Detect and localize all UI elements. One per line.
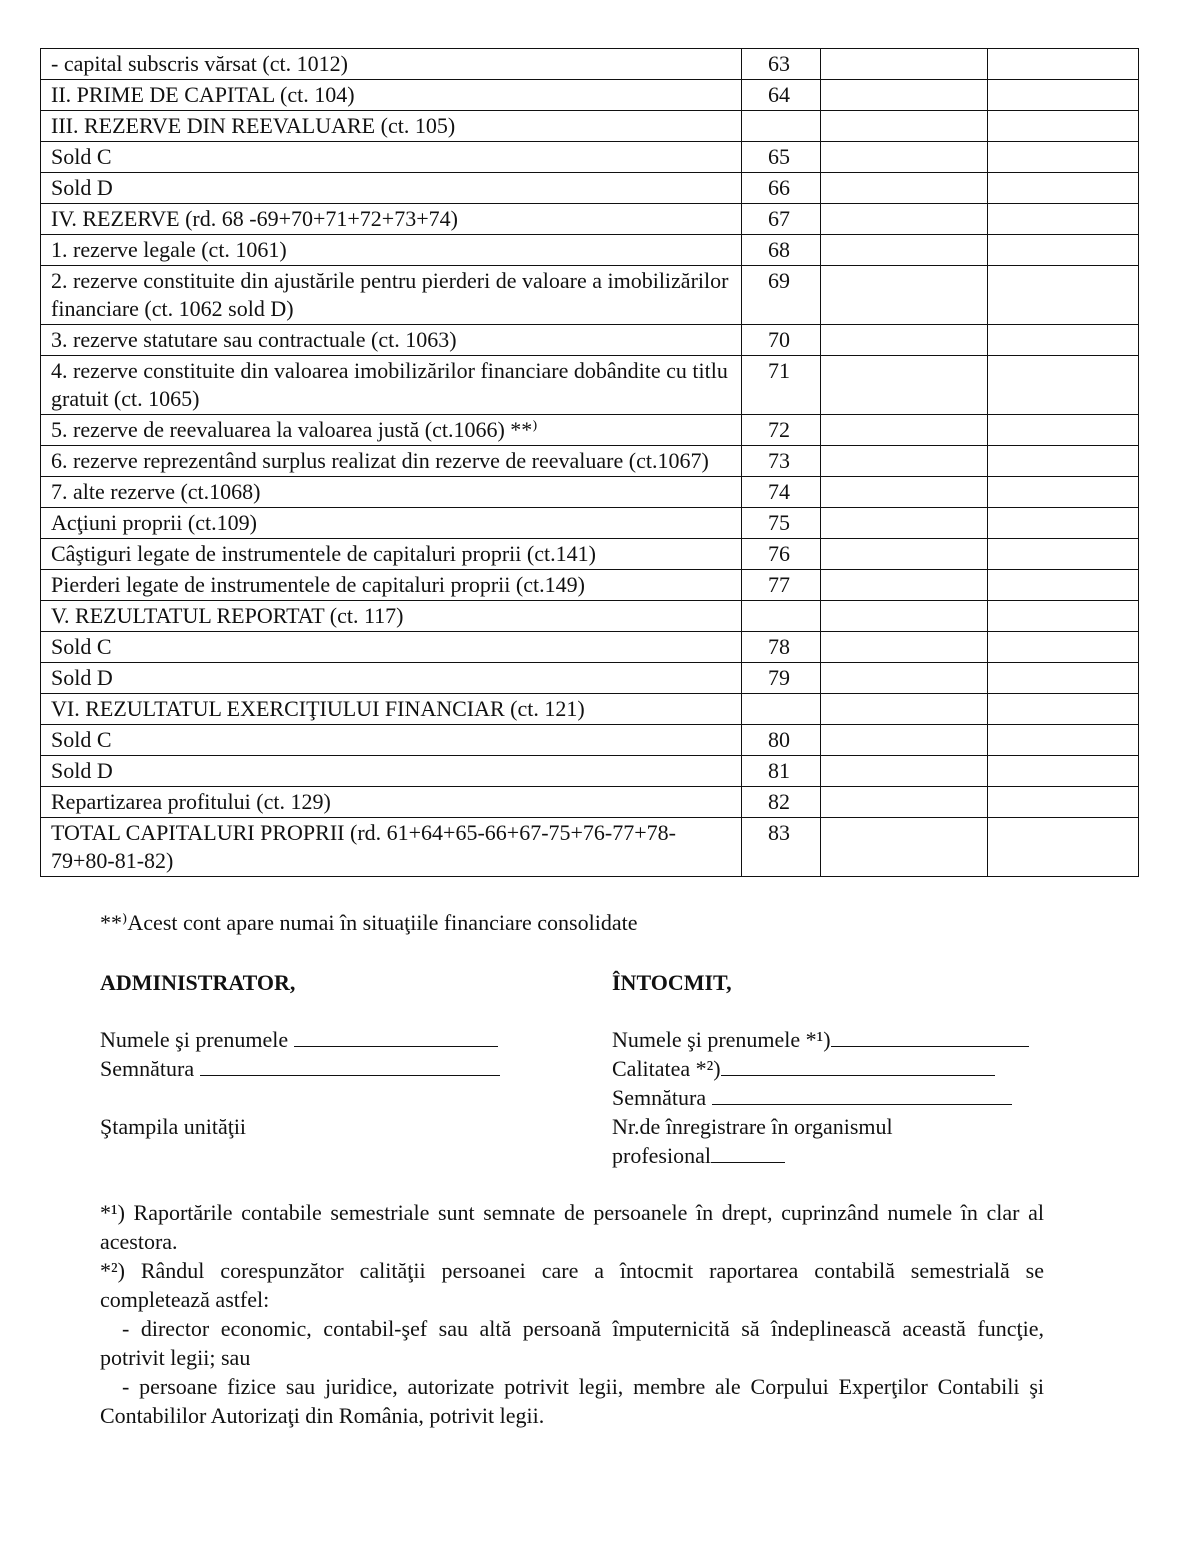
stamp-label: Ştampila unităţii (100, 1114, 247, 1139)
table-row (41, 601, 1139, 632)
row-label: Sold C (41, 632, 742, 663)
table-row (41, 235, 1139, 266)
row-label: 5. rezerve de reevaluarea la valoarea justă (ct.1066) **⁾ (41, 415, 742, 446)
administrator-signature-label: Semnătura (100, 1056, 195, 1081)
table-row (41, 49, 1139, 80)
value-cell-start[interactable] (821, 756, 988, 787)
value-cell-end[interactable] (988, 49, 1139, 80)
value-cell-start[interactable] (821, 508, 988, 539)
row-number: 80 (742, 725, 821, 756)
table-row (41, 539, 1139, 570)
value-cell-start[interactable] (821, 663, 988, 694)
registration-line-2 (612, 1141, 1072, 1170)
row-number: 65 (742, 142, 821, 173)
footnote-bullet-1: - director economic, contabil-şef sau altă persoană împuternicită să îndeplinească această funcţie, potrivit legii; sau (100, 1316, 1044, 1370)
row-label: IV. REZERVE (rd. 68 -69+70+71+72+73+74) (41, 204, 742, 235)
value-cell-end[interactable] (988, 663, 1139, 694)
row-label: 1. rezerve legale (ct. 1061) (41, 235, 742, 266)
row-number (742, 601, 821, 632)
value-cell-end[interactable] (988, 787, 1139, 818)
row-number: 77 (742, 570, 821, 601)
row-number: 68 (742, 235, 821, 266)
row-label: 3. rezerve statutare sau contractuale (ct. 1063) (41, 325, 742, 356)
value-cell-start[interactable] (821, 632, 988, 663)
prepared-name-line (612, 1025, 1072, 1054)
administrator-name-field[interactable] (294, 1026, 498, 1047)
administrator-signature-line (100, 1054, 500, 1083)
value-cell-start[interactable] (821, 173, 988, 204)
value-cell-end[interactable] (988, 235, 1139, 266)
table-row (41, 142, 1139, 173)
value-cell-start[interactable] (821, 601, 988, 632)
value-cell-start[interactable] (821, 325, 988, 356)
table-row (41, 570, 1139, 601)
value-cell-start[interactable] (821, 570, 988, 601)
prepared-by-block (612, 968, 1072, 1170)
row-number: 74 (742, 477, 821, 508)
value-cell-end[interactable] (988, 508, 1139, 539)
prepared-quality-line (612, 1054, 1072, 1083)
table-row (41, 725, 1139, 756)
table-row (41, 663, 1139, 694)
note-text: Acest cont apare numai în situaţiile financiare consolidate (127, 910, 638, 935)
table-row (41, 787, 1139, 818)
table-row (41, 80, 1139, 111)
row-label: Acţiuni proprii (ct.109) (41, 508, 742, 539)
row-label: Câştiguri legate de instrumentele de capitaluri proprii (ct.141) (41, 539, 742, 570)
note-mark: **⁾ (100, 910, 128, 935)
administrator-block (100, 968, 500, 1141)
row-label: 4. rezerve constituite din valoarea imobilizărilor financiare dobândite cu titlu gratuit (ct. 1065) (41, 356, 742, 415)
row-label: - capital subscris vărsat (ct. 1012) (41, 49, 742, 80)
row-label: VI. REZULTATUL EXERCIŢIULUI FINANCIAR (ct. 121) (41, 694, 742, 725)
value-cell-end[interactable] (988, 694, 1139, 725)
row-number: 66 (742, 173, 821, 204)
value-cell-end[interactable] (988, 415, 1139, 446)
value-cell-start[interactable] (821, 356, 988, 415)
table-row (41, 111, 1139, 142)
prepared-signature-label: Semnătura (612, 1085, 707, 1110)
row-number: 67 (742, 204, 821, 235)
value-cell-start[interactable] (821, 111, 988, 142)
table-row (41, 173, 1139, 204)
row-label: 6. rezerve reprezentând surplus realizat din rezerve de reevaluare (ct.1067) (41, 446, 742, 477)
row-label: Sold C (41, 725, 742, 756)
prepared-quality-label: Calitatea *²) (612, 1056, 721, 1081)
row-label: V. REZULTATUL REPORTAT (ct. 117) (41, 601, 742, 632)
row-label: Sold C (41, 142, 742, 173)
table-row (41, 632, 1139, 663)
table-row (41, 508, 1139, 539)
equity-table-body (41, 49, 1139, 877)
value-cell-start[interactable] (821, 539, 988, 570)
value-cell-end[interactable] (988, 80, 1139, 111)
administrator-name-line (100, 1025, 500, 1054)
prepared-name-label: Numele şi prenumele *¹) (612, 1027, 831, 1052)
prepared-name-field[interactable] (831, 1026, 1029, 1047)
consolidated-note (100, 910, 638, 936)
value-cell-end[interactable] (988, 142, 1139, 173)
value-cell-start[interactable] (821, 80, 988, 111)
row-label: Sold D (41, 663, 742, 694)
value-cell-end[interactable] (988, 570, 1139, 601)
row-number: 83 (742, 818, 821, 877)
value-cell-start[interactable] (821, 787, 988, 818)
row-number: 64 (742, 80, 821, 111)
value-cell-start[interactable] (821, 235, 988, 266)
value-cell-start[interactable] (821, 204, 988, 235)
row-number: 71 (742, 356, 821, 415)
administrator-name-label: Numele şi prenumele (100, 1027, 289, 1052)
value-cell-start[interactable] (821, 446, 988, 477)
row-label: Sold D (41, 756, 742, 787)
table-row (41, 756, 1139, 787)
value-cell-end[interactable] (988, 111, 1139, 142)
table-row (41, 694, 1139, 725)
value-cell-end[interactable] (988, 266, 1139, 325)
row-number: 63 (742, 49, 821, 80)
row-number: 78 (742, 632, 821, 663)
value-cell-end[interactable] (988, 356, 1139, 415)
row-number: 73 (742, 446, 821, 477)
value-cell-end[interactable] (988, 204, 1139, 235)
table-row (41, 415, 1139, 446)
row-number: 76 (742, 539, 821, 570)
value-cell-end[interactable] (988, 818, 1139, 877)
table-row (41, 204, 1139, 235)
row-number (742, 694, 821, 725)
table-row (41, 818, 1139, 877)
table-row (41, 325, 1139, 356)
row-label: 2. rezerve constituite din ajustările pentru pierderi de valoare a imobilizărilor financiare (ct. 1062 sold D) (41, 266, 742, 325)
value-cell-start[interactable] (821, 266, 988, 325)
value-cell-start[interactable] (821, 415, 988, 446)
equity-table (40, 48, 1139, 877)
row-label: 7. alte rezerve (ct.1068) (41, 477, 742, 508)
value-cell-end[interactable] (988, 477, 1139, 508)
value-cell-end[interactable] (988, 173, 1139, 204)
value-cell-end[interactable] (988, 756, 1139, 787)
prepared-signature-line (612, 1083, 1072, 1112)
footnotes (100, 1198, 1044, 1430)
value-cell-start[interactable] (821, 725, 988, 756)
value-cell-end[interactable] (988, 601, 1139, 632)
prepared-quality-field[interactable] (721, 1055, 995, 1076)
value-cell-end[interactable] (988, 632, 1139, 663)
value-cell-start[interactable] (821, 142, 988, 173)
value-cell-end[interactable] (988, 539, 1139, 570)
table-row (41, 266, 1139, 325)
table-row (41, 477, 1139, 508)
value-cell-end[interactable] (988, 725, 1139, 756)
value-cell-end[interactable] (988, 325, 1139, 356)
row-label: II. PRIME DE CAPITAL (ct. 104) (41, 80, 742, 111)
row-label: Sold D (41, 173, 742, 204)
value-cell-end[interactable] (988, 446, 1139, 477)
prepared-signature-field[interactable] (712, 1084, 1012, 1105)
row-label: III. REZERVE DIN REEVALUARE (ct. 105) (41, 111, 742, 142)
administrator-signature-field[interactable] (200, 1055, 500, 1076)
registration-label: profesional (612, 1143, 711, 1168)
footnote-bullet-2: - persoane fizice sau juridice, autorizate potrivit legii, membre ale Corpului Experţilor Contabili şi Contabililor Autorizaţi din România, potrivit legii. (100, 1374, 1044, 1428)
value-cell-start[interactable] (821, 49, 988, 80)
table-row (41, 356, 1139, 415)
registration-field[interactable] (711, 1142, 785, 1163)
row-label: Pierderi legate de instrumentele de capitaluri proprii (ct.149) (41, 570, 742, 601)
row-number: 69 (742, 266, 821, 325)
value-cell-start[interactable] (821, 477, 988, 508)
value-cell-start[interactable] (821, 694, 988, 725)
prepared-by-heading: ÎNTOCMIT, (612, 970, 732, 995)
row-label: TOTAL CAPITALURI PROPRII (rd. 61+64+65-66+67-75+76-77+78-79+80-81-82) (41, 818, 742, 877)
row-number (742, 111, 821, 142)
row-number: 79 (742, 663, 821, 694)
row-number: 72 (742, 415, 821, 446)
footnote-2: *²) Rândul corespunzător calităţii persoanei care a întocmit raportarea contabilă semestrială se completează astfel: (100, 1258, 1044, 1312)
table-row (41, 446, 1139, 477)
row-number: 82 (742, 787, 821, 818)
row-number: 81 (742, 756, 821, 787)
value-cell-start[interactable] (821, 818, 988, 877)
row-number: 75 (742, 508, 821, 539)
row-label: Repartizarea profitului (ct. 129) (41, 787, 742, 818)
administrator-heading: ADMINISTRATOR, (100, 970, 296, 995)
footnote-1: *¹) Raportările contabile semestriale sunt semnate de persoanele în drept, cuprinzând numele în clar al acestora. (100, 1200, 1044, 1254)
registration-line-1: Nr.de înregistrare în organismul (612, 1114, 893, 1139)
row-number: 70 (742, 325, 821, 356)
